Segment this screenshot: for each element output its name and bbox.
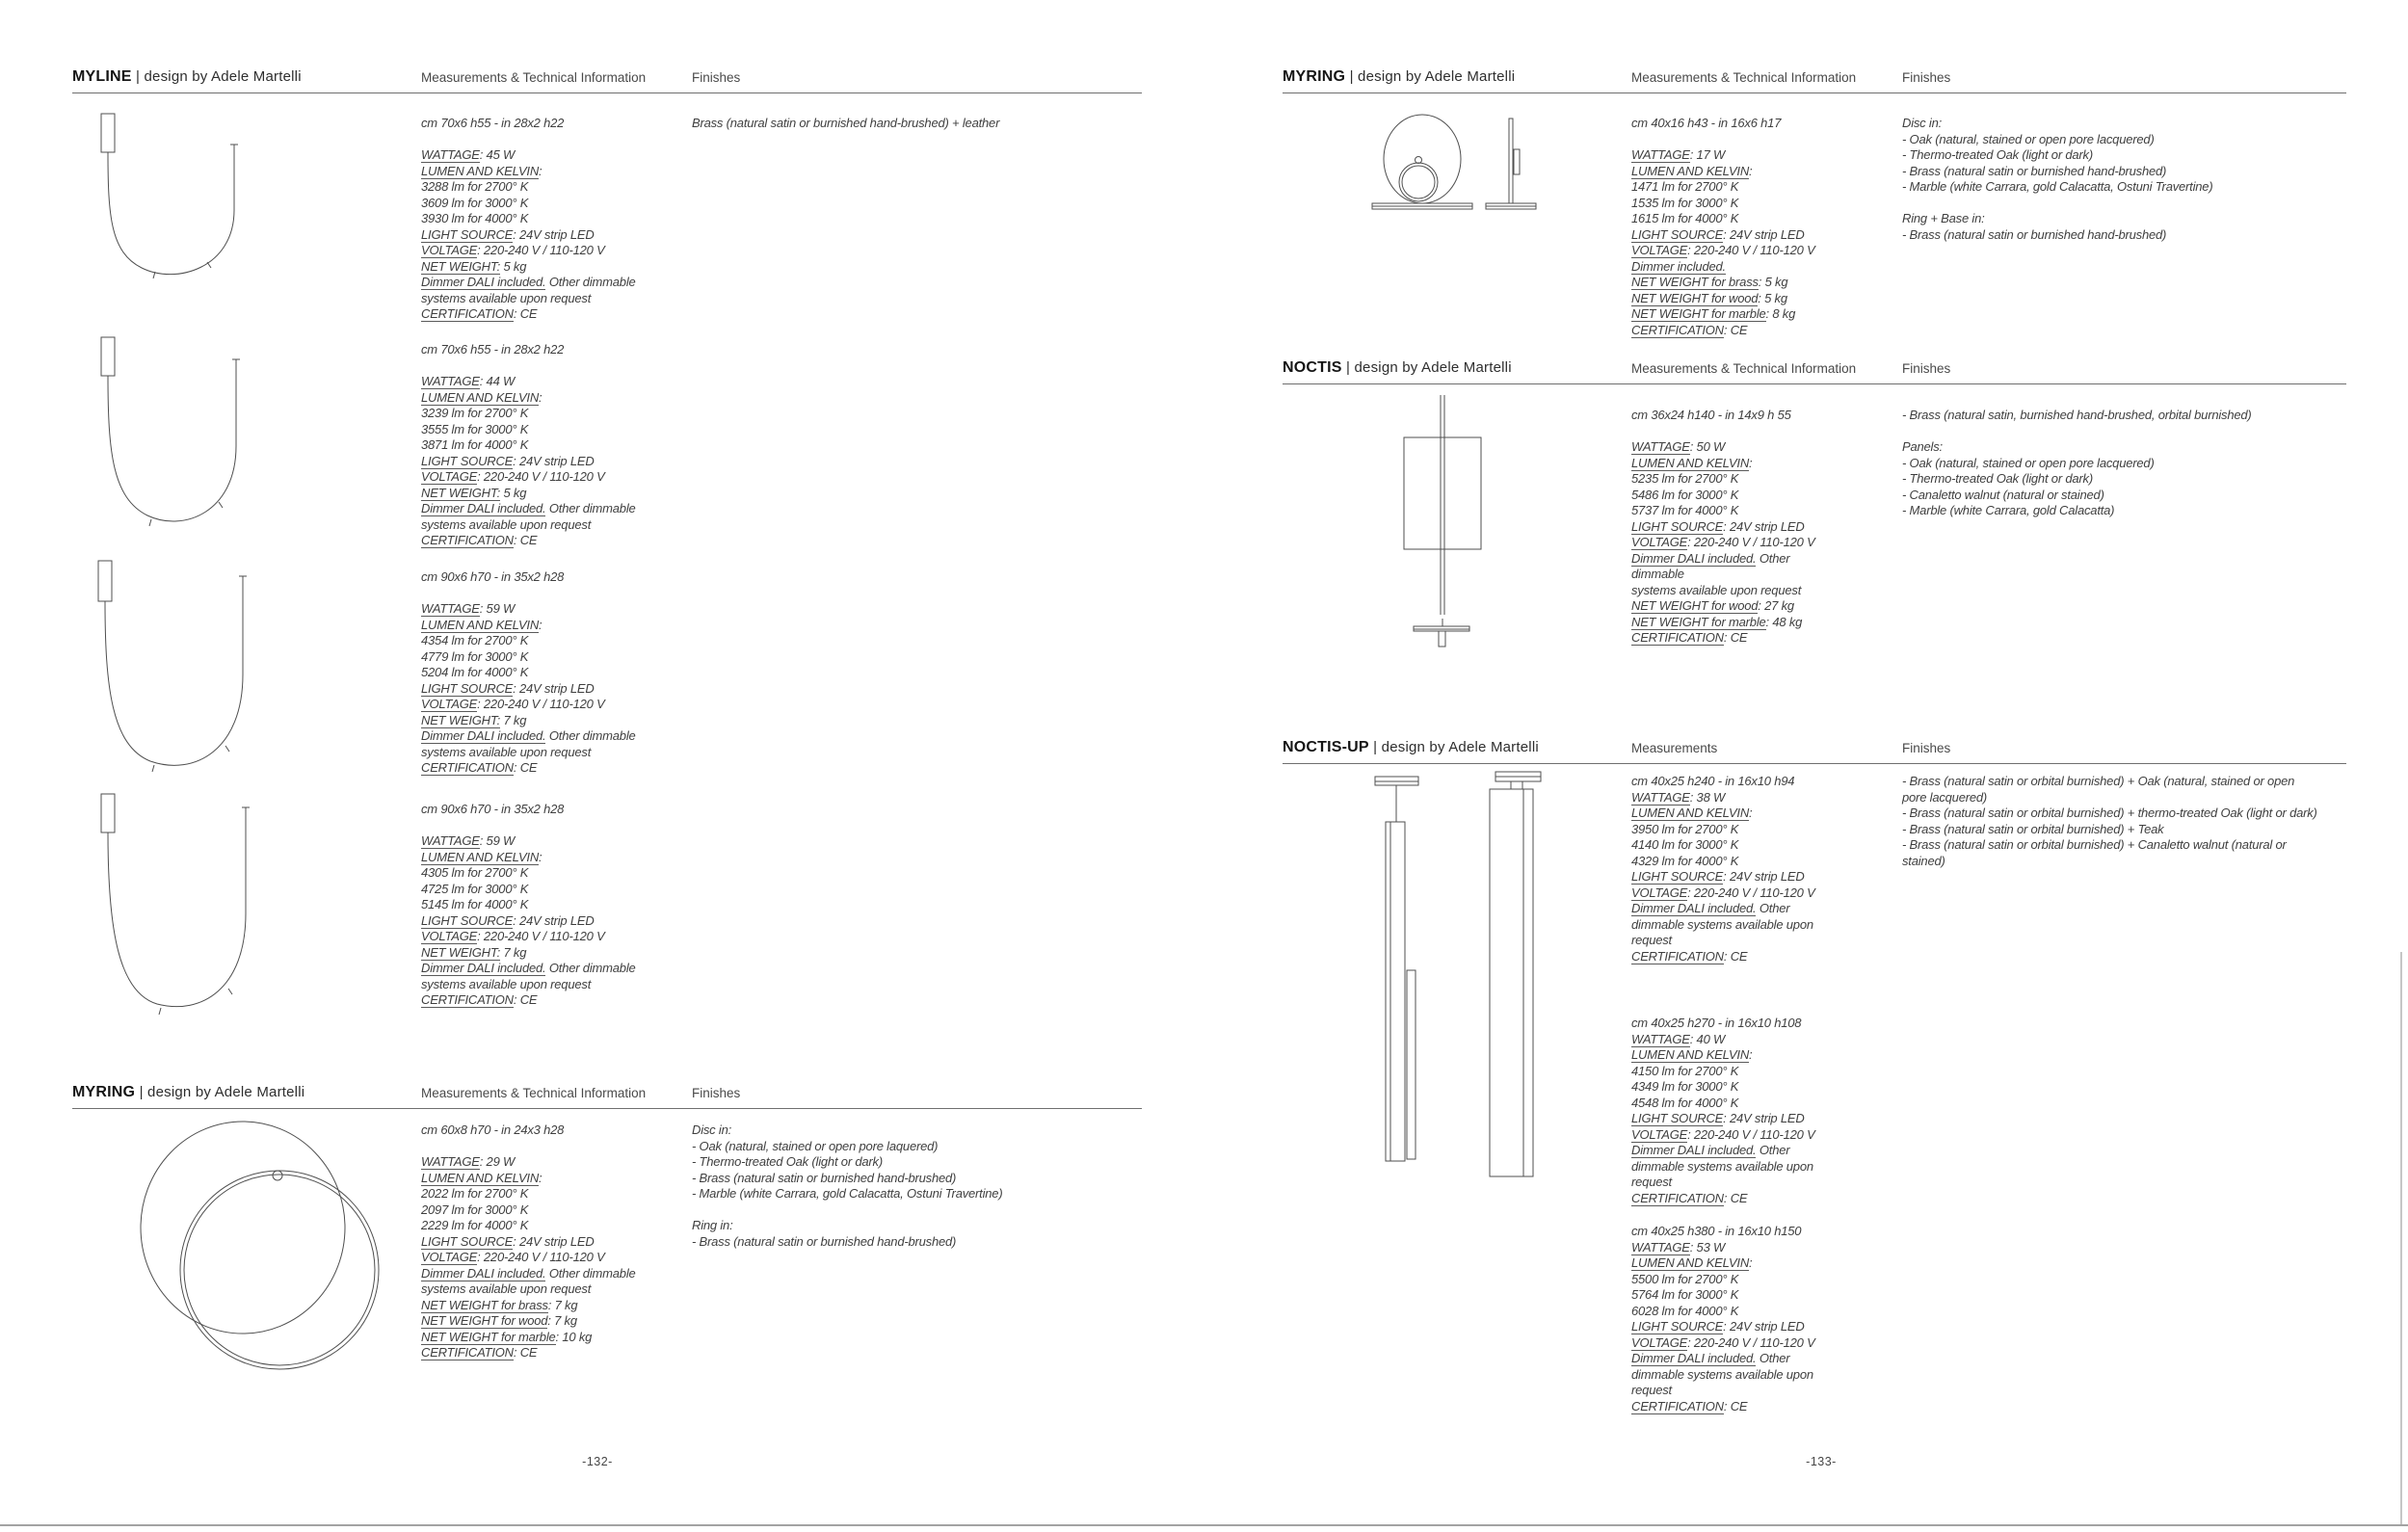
product-name: MYLINE [72,68,132,85]
spec-line: systems available upon request [421,744,592,759]
designer-byline: design by Adele Martelli [144,68,302,85]
finish-line: - Canaletto walnut (natural or stained) [1902,487,2104,502]
spec-line: VOLTAGE: 220-240 V / 110-120 V [421,697,605,711]
spec-line: WATTAGE: 44 W [421,374,516,388]
spec-line: VOLTAGE: 220-240 V / 110-120 V [1631,535,1815,549]
spec-line: 5145 lm for 4000° K [421,897,529,911]
spec-block [1631,1224,1815,1414]
spec-line: LIGHT SOURCE: 24V strip LED [421,453,595,468]
spec-line: CERTIFICATION: CE [1631,630,1748,645]
designer-byline: design by Adele Martelli [1381,739,1539,755]
column-header-finishes: Finishes [1902,70,1951,85]
spec-line: Dimmer DALI included. Other dimmable [421,275,636,289]
spec-line: CERTIFICATION: CE [1631,322,1748,337]
spec-line: cm 40x25 h270 - in 16x10 h108 [1631,1016,1802,1030]
spec-line: WATTAGE: 59 W [421,833,516,848]
spec-line: LIGHT SOURCE: 24V strip LED [421,912,595,928]
noctis-up-lamps-drawing [1359,766,1585,1190]
spec-line [421,586,636,602]
spec-line: WATTAGE: 38 W [1631,789,1726,805]
spec-line: VOLTAGE: 220-240 V / 110-120 V [421,243,605,257]
title-separator: | [1345,68,1359,85]
spec-line: 3555 lm for 3000° K [421,421,529,436]
spec-line: 2229 lm for 4000° K [421,1218,529,1232]
spec-block [1631,774,1815,964]
finish-line: - Brass (natural satin, burnished hand-brushed, orbital burnished) [1902,408,2252,422]
spec-line: Dimmer DALI included. Other [1631,1143,1790,1157]
spec-line: cm 40x25 h240 - in 16x10 h94 [1631,774,1795,788]
finish-line: - Thermo-treated Oak (light or dark) [1902,471,2093,486]
spec-line: WATTAGE: 45 W [421,147,516,162]
column-header-finishes: Finishes [692,1086,741,1100]
spec-block [421,569,636,777]
spec-block [421,342,636,549]
spec-line: 1535 lm for 3000° K [1631,195,1739,210]
spec-line: 3871 lm for 4000° K [421,437,529,452]
spec-line: 5500 lm for 2700° K [1631,1271,1739,1286]
spec-block [421,116,636,323]
spec-line: 5737 lm for 4000° K [1631,503,1739,517]
page-right-edge [2400,952,2402,1524]
page-bottom-edge [0,1524,2408,1526]
noctis-lamp-drawing [1392,393,1503,673]
section-myline [72,68,1142,1075]
spec-line [421,358,636,375]
spec-line: VOLTAGE: 220-240 V / 110-120 V [421,929,605,943]
myring-table-drawing [1357,111,1607,222]
spec-line: CERTIFICATION: CE [421,760,538,775]
section-divider [1283,763,2346,764]
spec-block [1631,408,1815,647]
spec-line: LUMEN AND KELVIN: [1631,163,1753,178]
section-myring-pendant [72,1084,1142,1402]
spec-line: CERTIFICATION: CE [421,1345,538,1360]
finish-line: - Brass (natural satin or orbital burnished) + Oak (natural, stained or open [1902,774,2295,788]
finish-line: stained) [1902,853,1945,868]
spec-line: WATTAGE: 29 W [421,1154,516,1169]
spec-line: LIGHT SOURCE: 24V strip LED [421,1233,595,1249]
column-header-finishes: Finishes [692,70,741,85]
page-title [1283,739,1539,756]
spec-line: 3288 lm for 2700° K [421,179,529,194]
spec-block [1631,116,1815,338]
spec-line: systems available upon request [421,976,592,991]
spec-line: 2097 lm for 3000° K [421,1202,529,1217]
column-header-measurements: Measurements & Technical Information [1631,361,1857,376]
myline-pendant-drawing-3 [87,557,275,774]
spec-line: systems available upon request [421,1281,592,1296]
spec-line: NET WEIGHT: 7 kg [421,944,527,960]
spec-line: Dimmer DALI included. Other [1631,1351,1790,1365]
spec-line: Dimmer included. [1631,258,1726,274]
spec-line: WATTAGE: 50 W [1631,439,1726,454]
spec-line: cm 70x6 h55 - in 28x2 h22 [421,342,565,357]
spec-line: Dimmer DALI included. Other dimmable [421,1265,636,1281]
designer-byline: design by Adele Martelli [1358,68,1516,85]
finish-line: - Marble (white Carrara, gold Calacatta, Ostuni Travertine) [1902,179,2213,194]
spec-block [421,802,636,1009]
spec-line: 4140 lm for 3000° K [1631,837,1739,852]
product-name: NOCTIS [1283,359,1342,376]
spec-line: NET WEIGHT for marble: 48 kg [1631,614,1803,629]
spec-line: 3609 lm for 3000° K [421,195,529,210]
page-number-right: -133- [1806,1455,1837,1468]
spec-line: Dimmer DALI included. Other dimmable [421,501,636,515]
spec-line: LUMEN AND KELVIN: [421,163,542,178]
spec-line: 3930 lm for 4000° K [421,211,529,225]
spec-line: 5764 lm for 3000° K [1631,1287,1739,1302]
spec-line: VOLTAGE: 220-240 V / 110-120 V [1631,1126,1815,1142]
spec-line: CERTIFICATION: CE [421,306,538,321]
spec-line: request [1631,1383,1672,1397]
spec-line: LUMEN AND KELVIN: [421,849,542,864]
column-header-measurements: Measurements & Technical Information [421,70,647,85]
finishes-column [692,1123,1002,1250]
page-number-left: -132- [582,1455,613,1468]
spec-line: NET WEIGHT: 5 kg [421,258,527,274]
myline-pendant-drawing-1 [92,106,265,299]
spec-line: CERTIFICATION: CE [1631,948,1748,964]
spec-line: 6028 lm for 4000° K [1631,1303,1739,1318]
section-divider [1283,383,2346,384]
spec-line [421,1139,636,1155]
spec-line [1631,132,1815,148]
spec-line: cm 90x6 h70 - in 35x2 h28 [421,802,565,816]
spec-line: systems available upon request [421,516,592,532]
column-header-measurements: Measurements [1631,741,1718,755]
finish-line: Disc in: [692,1123,732,1137]
section-myring-table [1283,68,2346,348]
spec-line: VOLTAGE: 220-240 V / 110-120 V [1631,885,1815,900]
page-title [72,1084,304,1101]
finish-line: - Brass (natural satin or burnished hand-brushed) [1902,163,2167,178]
spec-line: LUMEN AND KELVIN: [421,389,542,405]
spec-line: 1615 lm for 4000° K [1631,211,1739,225]
spec-line: LUMEN AND KELVIN: [421,617,542,632]
spec-line: dimmable systems available upon [1631,1158,1813,1174]
finish-line: - Brass (natural satin or burnished hand-brushed) [1902,226,2167,242]
finish-line: pore lacquered) [1902,789,1988,805]
spec-line: cm 60x8 h70 - in 24x3 h28 [421,1123,565,1137]
spec-line: NET WEIGHT for brass: 5 kg [1631,275,1788,289]
spec-line: NET WEIGHT for wood: 7 kg [421,1313,577,1328]
finish-line: Panels: [1902,439,1943,454]
finish-line: - Thermo-treated Oak (light or dark) [692,1154,883,1169]
spec-line: LUMEN AND KELVIN: [1631,455,1753,470]
finish-line: - Oak (natural, stained or open pore lacquered) [1902,455,2155,470]
finish-line [692,1202,1002,1219]
column-header-measurements: Measurements & Technical Information [421,1086,647,1100]
title-separator: | [135,1084,148,1100]
section-noctis-up [1283,739,2346,1433]
spec-line: WATTAGE: 40 W [1631,1031,1726,1046]
spec-line: WATTAGE: 17 W [1631,147,1726,162]
page-title [1283,68,1515,86]
spec-line: request [1631,1175,1672,1189]
spec-line: 5486 lm for 3000° K [1631,487,1739,502]
spec-line: systems available upon request [1631,582,1802,597]
spec-line: LUMEN AND KELVIN: [1631,1255,1753,1270]
spec-line: 3239 lm for 2700° K [421,406,529,420]
spec-line: LIGHT SOURCE: 24V strip LED [421,226,595,242]
spec-block [1631,1016,1815,1206]
spec-line: WATTAGE: 59 W [421,601,516,616]
spec-line: cm 40x16 h43 - in 16x6 h17 [1631,116,1782,130]
spec-line: 2022 lm for 2700° K [421,1186,529,1201]
spec-line: LIGHT SOURCE: 24V strip LED [1631,518,1805,534]
spec-line: NET WEIGHT: 5 kg [421,485,527,500]
spec-line: dimmable systems available upon [1631,1366,1813,1382]
finish-line: - Brass (natural satin or orbital burnished) + Canaletto walnut (natural or [1902,837,2287,852]
spec-line: CERTIFICATION: CE [1631,1398,1748,1413]
section-divider [72,92,1142,93]
finish-line: - Oak (natural, stained or open pore laquered) [692,1138,939,1153]
finish-line: - Thermo-treated Oak (light or dark) [1902,147,2093,162]
finish-line: Brass (natural satin or burnished hand-brushed) + leather [692,116,1000,130]
page-title [1283,359,1512,377]
finish-line: - Brass (natural satin or burnished hand-brushed) [692,1233,957,1249]
page-title [72,68,302,86]
spec-line: VOLTAGE: 220-240 V / 110-120 V [421,469,605,484]
finish-line [1902,196,2212,212]
spec-line: 4329 lm for 4000° K [1631,853,1739,868]
spec-line [421,132,636,148]
spec-line: LUMEN AND KELVIN: [421,1170,542,1185]
title-separator: | [131,68,145,85]
product-name: MYRING [1283,68,1346,85]
spec-block [421,1123,636,1361]
spec-line: LIGHT SOURCE: 24V strip LED [1631,226,1805,242]
spec-line: NET WEIGHT: 7 kg [421,712,527,727]
spec-line: 4548 lm for 4000° K [1631,1095,1739,1110]
spec-line: Dimmer DALI included. Other [1631,550,1790,566]
designer-byline: design by Adele Martelli [147,1084,305,1100]
spec-line: 5235 lm for 2700° K [1631,471,1739,486]
finishes-column [1902,408,2252,519]
spec-line: 3950 lm for 2700° K [1631,821,1739,836]
spec-line: LIGHT SOURCE: 24V strip LED [1631,1319,1805,1334]
title-separator: | [1368,739,1382,755]
spec-line: cm 40x25 h380 - in 16x10 h150 [1631,1224,1802,1238]
spec-line: VOLTAGE: 220-240 V / 110-120 V [1631,1334,1815,1350]
spec-line: NET WEIGHT for brass: 7 kg [421,1297,578,1312]
spec-line: LIGHT SOURCE: 24V strip LED [1631,869,1805,884]
finish-line: Ring in: [692,1218,733,1232]
spec-line: 4305 lm for 2700° K [421,865,529,880]
column-header-finishes: Finishes [1902,741,1951,755]
designer-byline: design by Adele Martelli [1354,359,1512,376]
spec-line: LUMEN AND KELVIN: [1631,1047,1753,1062]
spec-line: cm 36x24 h140 - in 14x9 h 55 [1631,408,1791,422]
finish-line: - Brass (natural satin or orbital burnished) + thermo-treated Oak (light or dark) [1902,806,2317,820]
spec-line: LIGHT SOURCE: 24V strip LED [1631,1111,1805,1125]
spec-line: 1471 lm for 2700° K [1631,179,1739,194]
spec-line: dimmable systems available upon [1631,916,1813,932]
spec-line: cm 90x6 h70 - in 35x2 h28 [421,569,565,584]
finish-line [1902,424,2252,440]
spec-line: WATTAGE: 53 W [1631,1239,1726,1255]
finish-line: - Oak (natural, stained or open pore lacquered) [1902,131,2155,146]
myline-pendant-drawing-2 [92,332,265,540]
product-name: MYRING [72,1084,136,1100]
spec-line: cm 70x6 h55 - in 28x2 h22 [421,116,565,130]
spec-line: 4150 lm for 2700° K [1631,1063,1739,1078]
spec-line: CERTIFICATION: CE [421,533,538,547]
spec-line: request [1631,933,1672,947]
myline-pendant-drawing-4 [92,790,275,1017]
finish-line: - Brass (natural satin or orbital burnished) + Teak [1902,821,2164,836]
spec-line: 4354 lm for 2700° K [421,633,529,647]
spec-line: NET WEIGHT for marble: 8 kg [1631,306,1796,321]
section-noctis [1283,359,2346,716]
product-name: NOCTIS-UP [1283,739,1369,755]
finish-line: - Marble (white Carrara, gold Calacatta, Ostuni Travertine) [692,1186,1003,1201]
spec-line: VOLTAGE: 220-240 V / 110-120 V [421,1250,605,1264]
spec-line: 4349 lm for 3000° K [1631,1079,1739,1094]
spec-line: NET WEIGHT for wood: 27 kg [1631,598,1794,613]
spec-line: 4779 lm for 3000° K [421,648,529,664]
myring-pendant-drawing [135,1118,405,1378]
column-header-measurements: Measurements & Technical Information [1631,70,1857,85]
spec-line: VOLTAGE: 220-240 V / 110-120 V [1631,243,1815,257]
spec-line: NET WEIGHT for wood: 5 kg [1631,290,1787,305]
spec-line: CERTIFICATION: CE [1631,1190,1748,1205]
spec-line: Dimmer DALI included. Other dimmable [421,961,636,975]
spec-line: Dimmer DALI included. Other dimmable [421,728,636,743]
finishes-column [1902,774,2317,869]
title-separator: | [1341,359,1355,376]
spec-line: 4725 lm for 3000° K [421,881,529,896]
spec-line: LIGHT SOURCE: 24V strip LED [421,680,595,696]
spec-line: systems available upon request [421,290,592,305]
spec-line: 5204 lm for 4000° K [421,665,529,679]
finishes-column [692,116,999,132]
spec-line: Dimmer DALI included. Other [1631,901,1790,915]
finish-line: - Brass (natural satin or burnished hand-brushed) [692,1170,957,1185]
column-header-finishes: Finishes [1902,361,1951,376]
section-divider [1283,92,2346,93]
spec-line: dimmable [1631,567,1684,581]
spec-line: CERTIFICATION: CE [421,992,538,1007]
spec-line [421,818,636,834]
finish-line: Disc in: [1902,116,1943,130]
spec-line: LUMEN AND KELVIN: [1631,806,1753,820]
spec-line: NET WEIGHT for marble: 10 kg [421,1329,593,1344]
spec-line [1631,424,1815,440]
finish-line: - Marble (white Carrara, gold Calacatta) [1902,503,2115,517]
finish-line: Ring + Base in: [1902,211,1985,225]
finishes-column [1902,116,2212,243]
section-divider [72,1108,1142,1109]
